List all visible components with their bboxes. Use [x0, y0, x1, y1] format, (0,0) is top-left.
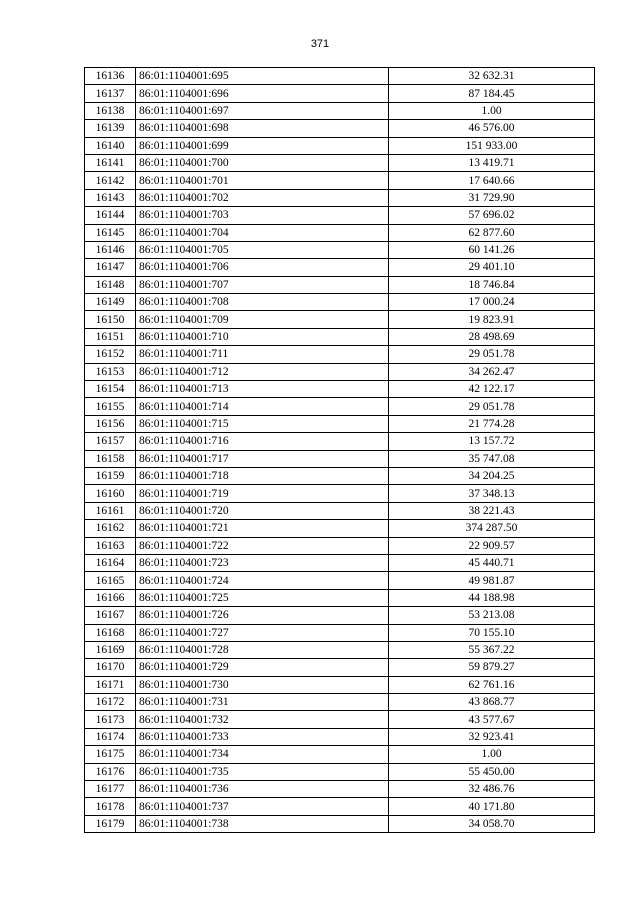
table-row	[85, 798, 595, 815]
cadastral-number-cell: 86:01:1104001:720	[136, 502, 389, 519]
page-number: 371	[310, 38, 330, 50]
cadastral-value-cell: 1.00	[389, 102, 595, 119]
cadastral-number-cell: 86:01:1104001:703	[136, 207, 389, 224]
cadastral-value-cell: 42 122.17	[389, 381, 595, 398]
table-row	[85, 259, 595, 276]
table-row	[85, 328, 595, 345]
row-number-cell: 16167	[85, 607, 136, 624]
cadastral-value-cell: 28 498.69	[389, 328, 595, 345]
cadastral-value-cell: 46 576.00	[389, 120, 595, 137]
cadastral-value-cell: 29 051.78	[389, 346, 595, 363]
table-row	[85, 746, 595, 763]
row-number-cell: 16160	[85, 485, 136, 502]
cadastral-number-cell: 86:01:1104001:724	[136, 572, 389, 589]
cadastral-value-cell: 38 221.43	[389, 502, 595, 519]
row-number-cell: 16161	[85, 502, 136, 519]
cadastral-value-cell: 44 188.98	[389, 589, 595, 606]
cadastral-number-cell: 86:01:1104001:723	[136, 554, 389, 571]
row-number-cell: 16155	[85, 398, 136, 415]
cadastral-number-cell: 86:01:1104001:736	[136, 781, 389, 798]
table-row	[85, 85, 595, 102]
cadastral-value-cell: 17 000.24	[389, 294, 595, 311]
cadastral-number-cell: 86:01:1104001:697	[136, 102, 389, 119]
cadastral-number-cell: 86:01:1104001:730	[136, 676, 389, 693]
cadastral-value-cell: 62 761.16	[389, 676, 595, 693]
row-number-cell: 16176	[85, 763, 136, 780]
row-number-cell: 16149	[85, 294, 136, 311]
cadastral-value-cell: 1.00	[389, 746, 595, 763]
row-number-cell: 16137	[85, 85, 136, 102]
table-row	[85, 815, 595, 832]
table-row	[85, 381, 595, 398]
cadastral-number-cell: 86:01:1104001:698	[136, 120, 389, 137]
row-number-cell: 16168	[85, 624, 136, 641]
cadastral-value-cell: 374 287.50	[389, 520, 595, 537]
row-number-cell: 16141	[85, 154, 136, 171]
table-row	[85, 659, 595, 676]
cadastral-value-cell: 37 348.13	[389, 485, 595, 502]
cadastral-number-cell: 86:01:1104001:731	[136, 694, 389, 711]
cadastral-value-cell: 32 632.31	[389, 68, 595, 85]
row-number-cell: 16171	[85, 676, 136, 693]
table-row	[85, 398, 595, 415]
row-number-cell: 16162	[85, 520, 136, 537]
cadastral-number-cell: 86:01:1104001:717	[136, 450, 389, 467]
table-row	[85, 711, 595, 728]
row-number-cell: 16159	[85, 467, 136, 484]
cadastral-number-cell: 86:01:1104001:714	[136, 398, 389, 415]
table-row	[85, 607, 595, 624]
cadastral-number-cell: 86:01:1104001:704	[136, 224, 389, 241]
cadastral-value-cell: 32 486.76	[389, 781, 595, 798]
table-row	[85, 276, 595, 293]
cadastral-number-cell: 86:01:1104001:716	[136, 433, 389, 450]
cadastral-number-cell: 86:01:1104001:726	[136, 607, 389, 624]
cadastral-value-cell: 43 577.67	[389, 711, 595, 728]
cadastral-value-cell: 151 933.00	[389, 137, 595, 154]
table-row	[85, 537, 595, 554]
cadastral-value-cell: 49 981.87	[389, 572, 595, 589]
cadastral-number-cell: 86:01:1104001:700	[136, 154, 389, 171]
table-row	[85, 763, 595, 780]
row-number-cell: 16178	[85, 798, 136, 815]
row-number-cell: 16138	[85, 102, 136, 119]
row-number-cell: 16143	[85, 189, 136, 206]
table-row	[85, 641, 595, 658]
table-row	[85, 589, 595, 606]
table-row	[85, 137, 595, 154]
cadastral-value-cell: 53 213.08	[389, 607, 595, 624]
cadastral-number-cell: 86:01:1104001:725	[136, 589, 389, 606]
cadastral-value-cell: 13 419.71	[389, 154, 595, 171]
table-row	[85, 68, 595, 85]
cadastral-value-cell: 34 262.47	[389, 363, 595, 380]
row-number-cell: 16173	[85, 711, 136, 728]
row-number-cell: 16152	[85, 346, 136, 363]
cadastral-number-cell: 86:01:1104001:707	[136, 276, 389, 293]
cadastral-value-cell: 45 440.71	[389, 554, 595, 571]
table-row	[85, 189, 595, 206]
cadastral-number-cell: 86:01:1104001:718	[136, 467, 389, 484]
table-row	[85, 207, 595, 224]
row-number-cell: 16140	[85, 137, 136, 154]
table-row	[85, 624, 595, 641]
table-row	[85, 154, 595, 171]
table-row	[85, 241, 595, 258]
cadastral-value-cell: 55 367.22	[389, 641, 595, 658]
row-number-cell: 16144	[85, 207, 136, 224]
cadastral-number-cell: 86:01:1104001:699	[136, 137, 389, 154]
table-row	[85, 433, 595, 450]
table-row	[85, 346, 595, 363]
row-number-cell: 16164	[85, 554, 136, 571]
cadastral-value-cell: 17 640.66	[389, 172, 595, 189]
row-number-cell: 16148	[85, 276, 136, 293]
cadastral-value-cell: 40 171.80	[389, 798, 595, 815]
cadastral-number-cell: 86:01:1104001:734	[136, 746, 389, 763]
row-number-cell: 16166	[85, 589, 136, 606]
table-row	[85, 311, 595, 328]
cadastral-value-cell: 57 696.02	[389, 207, 595, 224]
cadastral-number-cell: 86:01:1104001:713	[136, 381, 389, 398]
table-row	[85, 485, 595, 502]
cadastral-value-cell: 22 909.57	[389, 537, 595, 554]
cadastral-number-cell: 86:01:1104001:696	[136, 85, 389, 102]
cadastral-value-cell: 59 879.27	[389, 659, 595, 676]
cadastral-value-cell: 34 204.25	[389, 467, 595, 484]
cadastral-number-cell: 86:01:1104001:708	[136, 294, 389, 311]
cadastral-value-cell: 55 450.00	[389, 763, 595, 780]
cadastral-number-cell: 86:01:1104001:719	[136, 485, 389, 502]
table-row	[85, 415, 595, 432]
cadastral-value-cell: 19 823.91	[389, 311, 595, 328]
cadastral-number-cell: 86:01:1104001:715	[136, 415, 389, 432]
cadastral-value-cell: 29 401.10	[389, 259, 595, 276]
cadastral-number-cell: 86:01:1104001:711	[136, 346, 389, 363]
cadastral-value-cell: 32 923.41	[389, 728, 595, 745]
table-row	[85, 572, 595, 589]
row-number-cell: 16179	[85, 815, 136, 832]
cadastral-number-cell: 86:01:1104001:695	[136, 68, 389, 85]
cadastral-number-cell: 86:01:1104001:709	[136, 311, 389, 328]
cadastral-value-table	[84, 67, 595, 833]
cadastral-value-cell: 60 141.26	[389, 241, 595, 258]
table-row	[85, 728, 595, 745]
cadastral-value-cell: 34 058.70	[389, 815, 595, 832]
cadastral-number-cell: 86:01:1104001:710	[136, 328, 389, 345]
cadastral-number-cell: 86:01:1104001:729	[136, 659, 389, 676]
cadastral-number-cell: 86:01:1104001:733	[136, 728, 389, 745]
table-row	[85, 294, 595, 311]
row-number-cell: 16158	[85, 450, 136, 467]
cadastral-number-cell: 86:01:1104001:705	[136, 241, 389, 258]
cadastral-value-cell: 29 051.78	[389, 398, 595, 415]
table-row	[85, 676, 595, 693]
cadastral-value-cell: 35 747.08	[389, 450, 595, 467]
row-number-cell: 16142	[85, 172, 136, 189]
row-number-cell: 16169	[85, 641, 136, 658]
cadastral-number-cell: 86:01:1104001:722	[136, 537, 389, 554]
row-number-cell: 16136	[85, 68, 136, 85]
table-row	[85, 450, 595, 467]
row-number-cell: 16165	[85, 572, 136, 589]
cadastral-number-cell: 86:01:1104001:735	[136, 763, 389, 780]
cadastral-number-cell: 86:01:1104001:737	[136, 798, 389, 815]
table-row	[85, 120, 595, 137]
table-row	[85, 694, 595, 711]
table-row	[85, 102, 595, 119]
row-number-cell: 16163	[85, 537, 136, 554]
row-number-cell: 16172	[85, 694, 136, 711]
row-number-cell: 16154	[85, 381, 136, 398]
cadastral-value-cell: 21 774.28	[389, 415, 595, 432]
cadastral-number-cell: 86:01:1104001:738	[136, 815, 389, 832]
table-row	[85, 520, 595, 537]
row-number-cell: 16153	[85, 363, 136, 380]
row-number-cell: 16175	[85, 746, 136, 763]
cadastral-value-cell: 43 868.77	[389, 694, 595, 711]
table-row	[85, 554, 595, 571]
cadastral-number-cell: 86:01:1104001:712	[136, 363, 389, 380]
cadastral-value-cell: 70 155.10	[389, 624, 595, 641]
table-row	[85, 467, 595, 484]
row-number-cell: 16145	[85, 224, 136, 241]
row-number-cell: 16170	[85, 659, 136, 676]
cadastral-number-cell: 86:01:1104001:702	[136, 189, 389, 206]
cadastral-number-cell: 86:01:1104001:727	[136, 624, 389, 641]
row-number-cell: 16177	[85, 781, 136, 798]
row-number-cell: 16151	[85, 328, 136, 345]
cadastral-number-cell: 86:01:1104001:701	[136, 172, 389, 189]
cadastral-number-cell: 86:01:1104001:721	[136, 520, 389, 537]
cadastral-value-cell: 87 184.45	[389, 85, 595, 102]
cadastral-value-cell: 62 877.60	[389, 224, 595, 241]
row-number-cell: 16146	[85, 241, 136, 258]
cadastral-number-cell: 86:01:1104001:732	[136, 711, 389, 728]
cadastral-number-cell: 86:01:1104001:706	[136, 259, 389, 276]
cadastral-number-cell: 86:01:1104001:728	[136, 641, 389, 658]
table-body	[85, 68, 595, 833]
table-row	[85, 224, 595, 241]
row-number-cell: 16150	[85, 311, 136, 328]
table-row	[85, 781, 595, 798]
row-number-cell: 16147	[85, 259, 136, 276]
cadastral-value-cell: 31 729.90	[389, 189, 595, 206]
table-row	[85, 363, 595, 380]
row-number-cell: 16156	[85, 415, 136, 432]
cadastral-value-cell: 13 157.72	[389, 433, 595, 450]
row-number-cell: 16139	[85, 120, 136, 137]
table-row	[85, 172, 595, 189]
cadastral-value-cell: 18 746.84	[389, 276, 595, 293]
table-row	[85, 502, 595, 519]
row-number-cell: 16174	[85, 728, 136, 745]
row-number-cell: 16157	[85, 433, 136, 450]
